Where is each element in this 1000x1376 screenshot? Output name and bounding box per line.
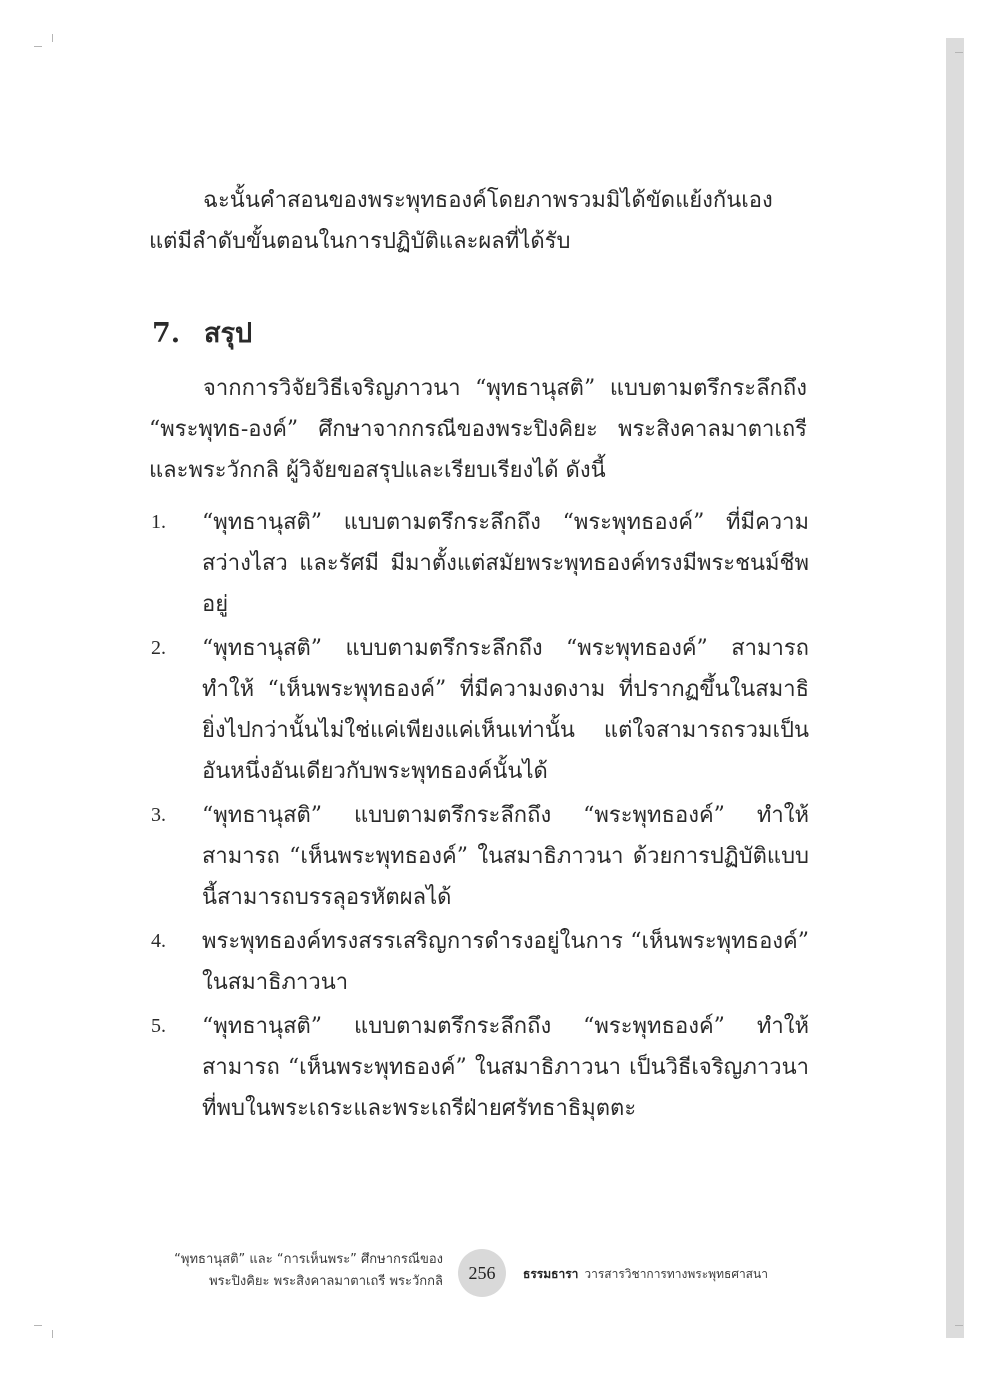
- crop-mark-bottom-right-h: [955, 1325, 963, 1326]
- summary-paragraph: จากการวิจัยวิธีเจริญภาวนา “พุทธานุสติ” แบบตามตรึกระลึกถึง “พระพุทธ-องค์” ศึกษาจากกรณีของพระปิงคิยะ พระสิงคาลมาตาเถรีและพระวักกลิ ผู้วิจัยขอสรุปและเรียบเรียงได้ ดังนี้: [149, 376, 807, 483]
- list-item-text: “พุทธานุสติ” แบบตามตรึกระลึกถึง “พระพุทธองค์” สามารถทำให้ “เห็นพระพุทธองค์” ที่มีความงดงาม ที่ปรากฏขึ้นในสมาธิ ยิ่งไปกว่านั้นไม่ใช่แค่เพียงแค่เห็นเท่านั้น แต่ใจสามารถรวมเป็นอันหนึ่งอันเดียวกับพระพุทธองค์นั้นได้: [202, 636, 809, 784]
- list-item: [149, 921, 809, 1003]
- footer-journal: [523, 1265, 768, 1284]
- list-item-text: “พุทธานุสติ” แบบตามตรึกระลึกถึง “พระพุทธองค์” ที่มีความสว่างไสว และรัศมี มีมาตั้งแต่สมัยพระพุทธองค์ทรงมีพระชนม์ชีพอยู่: [202, 510, 809, 617]
- journal-name: ธรรมธารา: [523, 1267, 579, 1281]
- list-item-number: 5.: [151, 1015, 166, 1037]
- list-item-number: 3.: [151, 804, 166, 826]
- list-item-text: พระพุทธองค์ทรงสรรเสริญการดำรงอยู่ในการ “เห็นพระพุทธองค์” ในสมาธิภาวนา: [202, 929, 809, 995]
- crop-mark-bottom-left-h: [34, 1325, 42, 1326]
- list-item-number: 4.: [151, 930, 166, 952]
- list-item-number: 2.: [151, 637, 166, 659]
- crop-mark-top-left-h: [34, 46, 42, 47]
- list-item-text: “พุทธานุสติ” แบบตามตรึกระลึกถึง “พระพุทธองค์” ทำให้สามารถ “เห็นพระพุทธองค์” ในสมาธิภาวนา เป็นวิธีเจริญภาวนาที่พบในพระเถระและพระเถรีฝ่ายศรัทธาธิมุตตะ: [202, 1014, 809, 1121]
- intro-paragraph: ฉะนั้นคำสอนของพระพุทธองค์โดยภาพรวมมิได้ขัดแย้งกันเอง แต่มีลำดับขั้นตอนในการปฏิบัติและผลที่ได้รับ: [149, 188, 773, 254]
- list-item: [149, 1006, 809, 1129]
- section-title: สรุป: [204, 318, 253, 349]
- list-item: [149, 628, 809, 792]
- section-number: 7.: [152, 318, 181, 349]
- section-heading: [152, 314, 252, 354]
- footer-title-line1: “พุทธานุสติ” และ “การเห็นพระ” ศึกษากรณีของ: [174, 1252, 443, 1267]
- journal-subtitle: วารสารวิชาการทางพระพุทธศาสนา: [584, 1267, 768, 1281]
- footer-title-line2: พระปิงคิยะ พระสิงคาลมาตาเถรี พระวักกลิ: [209, 1274, 443, 1289]
- crop-mark-top-right-h: [955, 52, 963, 53]
- footer-article-title: [140, 1249, 443, 1293]
- summary-points-list: [149, 502, 809, 1132]
- crop-mark-bottom-left-v: [52, 1330, 53, 1338]
- list-item: [149, 795, 809, 918]
- page-number: 256: [458, 1249, 506, 1297]
- list-item-text: “พุทธานุสติ” แบบตามตรึกระลึกถึง “พระพุทธองค์” ทำให้สามารถ “เห็นพระพุทธองค์” ในสมาธิภาวนา ด้วยการปฏิบัติแบบนี้สามารถบรรลุอรหัตผลได้: [202, 803, 809, 910]
- crop-mark-top-left-v: [52, 34, 53, 42]
- list-item-number: 1.: [151, 511, 166, 533]
- page-edge-bar: [946, 38, 964, 1338]
- list-item: [149, 502, 809, 625]
